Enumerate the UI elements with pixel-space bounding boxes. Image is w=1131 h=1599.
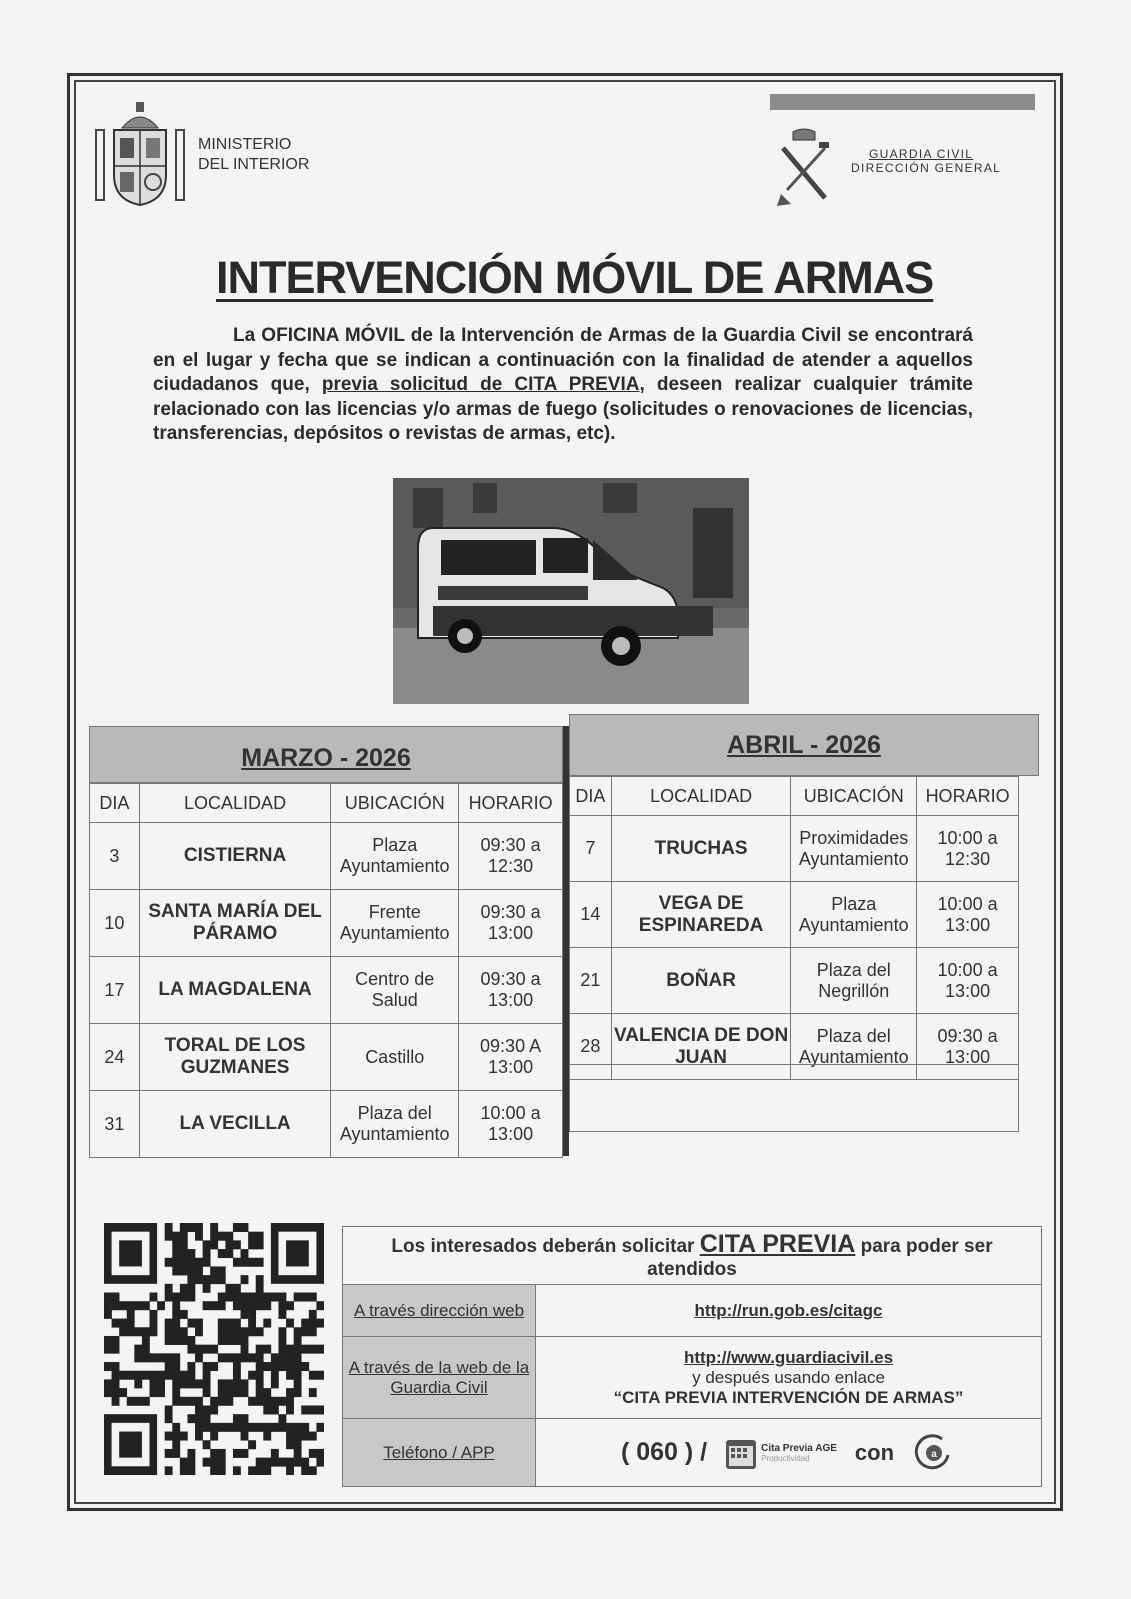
place-cell: Plaza del Negrillón [791, 948, 917, 1014]
time-cell: 10:00 a 13:00 [917, 948, 1019, 1014]
app-sub: Productividad [761, 1453, 810, 1463]
intro-paragraph [153, 324, 973, 447]
april-title: ABRIL - 2026 [727, 730, 881, 759]
day-cell: 28 [570, 1014, 612, 1080]
col-dia: DIA [90, 784, 140, 823]
day-cell: 21 [570, 948, 612, 1014]
phone-value [536, 1419, 1042, 1487]
phone-label-text: Teléfono / APP [383, 1442, 495, 1462]
location-cell: LA VECILLA [139, 1091, 330, 1158]
ministry-header [92, 100, 309, 210]
location-cell: CISTIERNA [139, 823, 330, 890]
gc-web-label-text: A través de la web de la Guardia Civil [348, 1357, 530, 1397]
schedule [89, 726, 1039, 1156]
march-header [89, 726, 563, 783]
col-localidad: LOCALIDAD [139, 784, 330, 823]
con-text: con [854, 1439, 895, 1465]
schedule-row [90, 957, 563, 1024]
location-cell: SANTA MARÍA DEL PÁRAMO [139, 890, 330, 957]
place-cell: Castillo [331, 1024, 459, 1091]
april-header [569, 714, 1039, 776]
march-table [89, 783, 563, 1158]
march-header-row [90, 784, 563, 823]
intro-underlined: previa solicitud de CITA PREVIA [321, 374, 640, 395]
time-cell: 10:00 a 13:00 [917, 882, 1019, 948]
ministry-line2: DEL INTERIOR [198, 156, 310, 173]
col-horario: HORARIO [917, 777, 1019, 816]
gc-web-link-name: “CITA PREVIA INTERVENCIÓN DE ARMAS” [613, 1387, 964, 1407]
day-cell: 3 [90, 823, 140, 890]
day-cell: 24 [90, 1024, 140, 1091]
web-label-text: A través dirección web [353, 1300, 525, 1320]
intro-part1: La OFICINA MÓVIL de la Intervención de Armas de la Guardia Civil se encontrará en el lugar y fecha que se indican a continuación con la finalidad de atender a aquellos ciudadanos que, [153, 325, 973, 395]
schedule-row [90, 890, 563, 957]
phone-number[interactable]: ( 060 ) / [620, 1438, 708, 1466]
gc-line2: DIRECCIÓN GENERAL [851, 161, 1002, 175]
web-label [343, 1285, 536, 1337]
april-empty-cell [569, 1064, 1019, 1132]
citagc-link[interactable]: http://run.gob.es/citagc [694, 1300, 883, 1320]
qr-code[interactable] [104, 1223, 324, 1475]
header-post: para poder ser atendidos [647, 1236, 993, 1280]
coat-of-arms-logo [92, 100, 188, 210]
col-ubicacion: UBICACIÓN [331, 784, 459, 823]
van-illustration [393, 478, 749, 704]
schedule-row [570, 816, 1019, 882]
app-name: Cita Previa AGE [761, 1442, 837, 1454]
guardia-civil-emblem [773, 128, 835, 208]
time-cell: 09:30 A 13:00 [459, 1024, 563, 1091]
place-cell: Plaza Ayuntamiento [791, 882, 917, 948]
place-cell: Centro de Salud [331, 957, 459, 1024]
schedule-row [90, 823, 563, 890]
gc-web-label [343, 1337, 536, 1419]
location-cell: TORAL DE LOS GUZMANES [139, 1024, 330, 1091]
march-title: MARZO - 2026 [241, 744, 411, 772]
schedule-row [90, 1091, 563, 1158]
place-cell: Proximidades Ayuntamiento [791, 816, 917, 882]
location-cell: VEGA DE ESPINAREDA [611, 882, 790, 948]
day-cell: 10 [90, 890, 140, 957]
svg-text:a: a [931, 1448, 937, 1460]
cita-previa-header [343, 1227, 1042, 1285]
gc-line1: GUARDIA CIVIL [869, 147, 974, 161]
day-cell: 7 [570, 816, 612, 882]
place-cell: Plaza del Ayuntamiento [331, 1091, 459, 1158]
col-dia: DIA [570, 777, 612, 816]
location-cell: TRUCHAS [611, 816, 790, 882]
guardia-civil-header [851, 147, 1001, 175]
col-localidad: LOCALIDAD [611, 777, 790, 816]
time-cell: 10:00 a 12:30 [917, 816, 1019, 882]
mobile-office-van-photo [393, 478, 749, 704]
location-cell: BOÑAR [611, 948, 790, 1014]
place-cell: Frente Ayuntamiento [331, 890, 459, 957]
gc-web-extra: y después usando enlace [692, 1367, 885, 1387]
phone-label [343, 1419, 536, 1487]
col-ubicacion: UBICACIÓN [791, 777, 917, 816]
page-title: INTERVENCIÓN MÓVIL DE ARMAS [216, 252, 934, 303]
ministry-line1: MINISTERIO [198, 136, 292, 153]
location-cell: VALENCIA DE DON JUAN [611, 1014, 790, 1080]
intro-part2: , deseen realizar cualquier trámite relacionado con las licencias y/o armas de fuego (solicitudes o renovaciones de licencias, transferencias, depósitos o revistas de armas, etc). [153, 374, 973, 444]
schedule-row [90, 1024, 563, 1091]
location-cell: LA MAGDALENA [139, 957, 330, 1024]
cita-previa-info [342, 1226, 1042, 1487]
app-badge[interactable] [725, 1436, 837, 1470]
time-cell: 09:30 a 13:00 [459, 890, 563, 957]
time-cell: 09:30 a 13:00 [459, 957, 563, 1024]
schedule-row [570, 882, 1019, 948]
time-cell: 09:30 a 13:00 [917, 1014, 1019, 1080]
schedule-row [570, 948, 1019, 1014]
web-value [536, 1285, 1042, 1337]
time-cell: 10:00 a 13:00 [459, 1091, 563, 1158]
at-sign-icon [912, 1433, 956, 1473]
day-cell: 17 [90, 957, 140, 1024]
col-horario: HORARIO [459, 784, 563, 823]
day-cell: 31 [90, 1091, 140, 1158]
header-gray-bar [770, 94, 1035, 110]
header-pre: Los interesados deberán solicitar [391, 1236, 700, 1257]
time-cell: 09:30 a 12:30 [459, 823, 563, 890]
april-header-row [570, 777, 1019, 816]
header-cita-previa: CITA PREVIA [699, 1230, 856, 1258]
calendar-app-icon [725, 1436, 757, 1470]
april-table [569, 776, 1019, 1080]
place-cell: Plaza del Ayuntamiento [791, 1014, 917, 1080]
month-divider [563, 726, 569, 1156]
place-cell: Plaza Ayuntamiento [331, 823, 459, 890]
gc-web-value [536, 1337, 1042, 1419]
day-cell: 14 [570, 882, 612, 948]
guardiacivil-link[interactable]: http://www.guardiacivil.es [683, 1347, 894, 1367]
